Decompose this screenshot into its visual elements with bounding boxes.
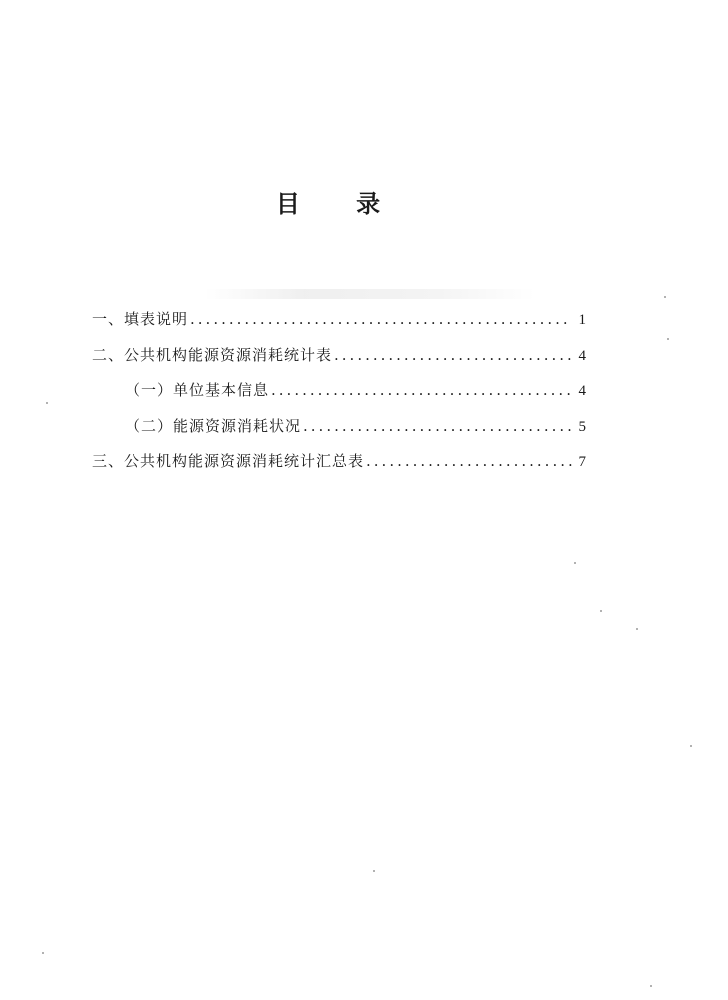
toc-entry-label: （二）能源资源消耗状况	[125, 416, 302, 435]
toc-leader-dots	[271, 378, 572, 402]
toc-leader-dots	[366, 449, 572, 473]
toc-entry	[92, 307, 586, 343]
scan-speck	[664, 296, 666, 298]
toc-leader-dots	[190, 307, 572, 331]
toc-entry-label: 一、填表说明	[92, 310, 189, 328]
scan-speck	[574, 562, 576, 564]
toc-entry-page: 4	[578, 347, 586, 364]
show-through-mark	[205, 289, 535, 299]
scan-speck	[42, 952, 44, 954]
toc-subentry	[92, 378, 586, 414]
toc-entry-page: 5	[578, 418, 586, 435]
table-of-contents	[92, 307, 586, 485]
scan-speck	[650, 985, 652, 987]
toc-entry-label: 二、公共机构能源资源消耗统计表	[92, 345, 333, 364]
toc-leader-dots	[334, 343, 572, 367]
toc-entry-page: 4	[578, 383, 586, 399]
toc-subentry	[92, 414, 586, 450]
scan-speck	[636, 628, 638, 630]
toc-leader-dots	[303, 414, 572, 438]
toc-entry-label: （一）单位基本信息	[125, 381, 270, 399]
toc-entry-page: 7	[578, 454, 586, 470]
toc-entry	[92, 449, 586, 485]
scan-speck	[690, 745, 692, 747]
scan-speck	[667, 338, 669, 340]
toc-entry-page: 1	[578, 312, 586, 328]
toc-entry-label: 三、公共机构能源资源消耗统计汇总表	[92, 452, 365, 470]
scan-speck	[46, 402, 48, 404]
scan-speck	[373, 870, 375, 872]
scan-speck	[600, 610, 602, 612]
toc-entry	[92, 343, 586, 379]
page-title: 目 录	[275, 190, 405, 218]
